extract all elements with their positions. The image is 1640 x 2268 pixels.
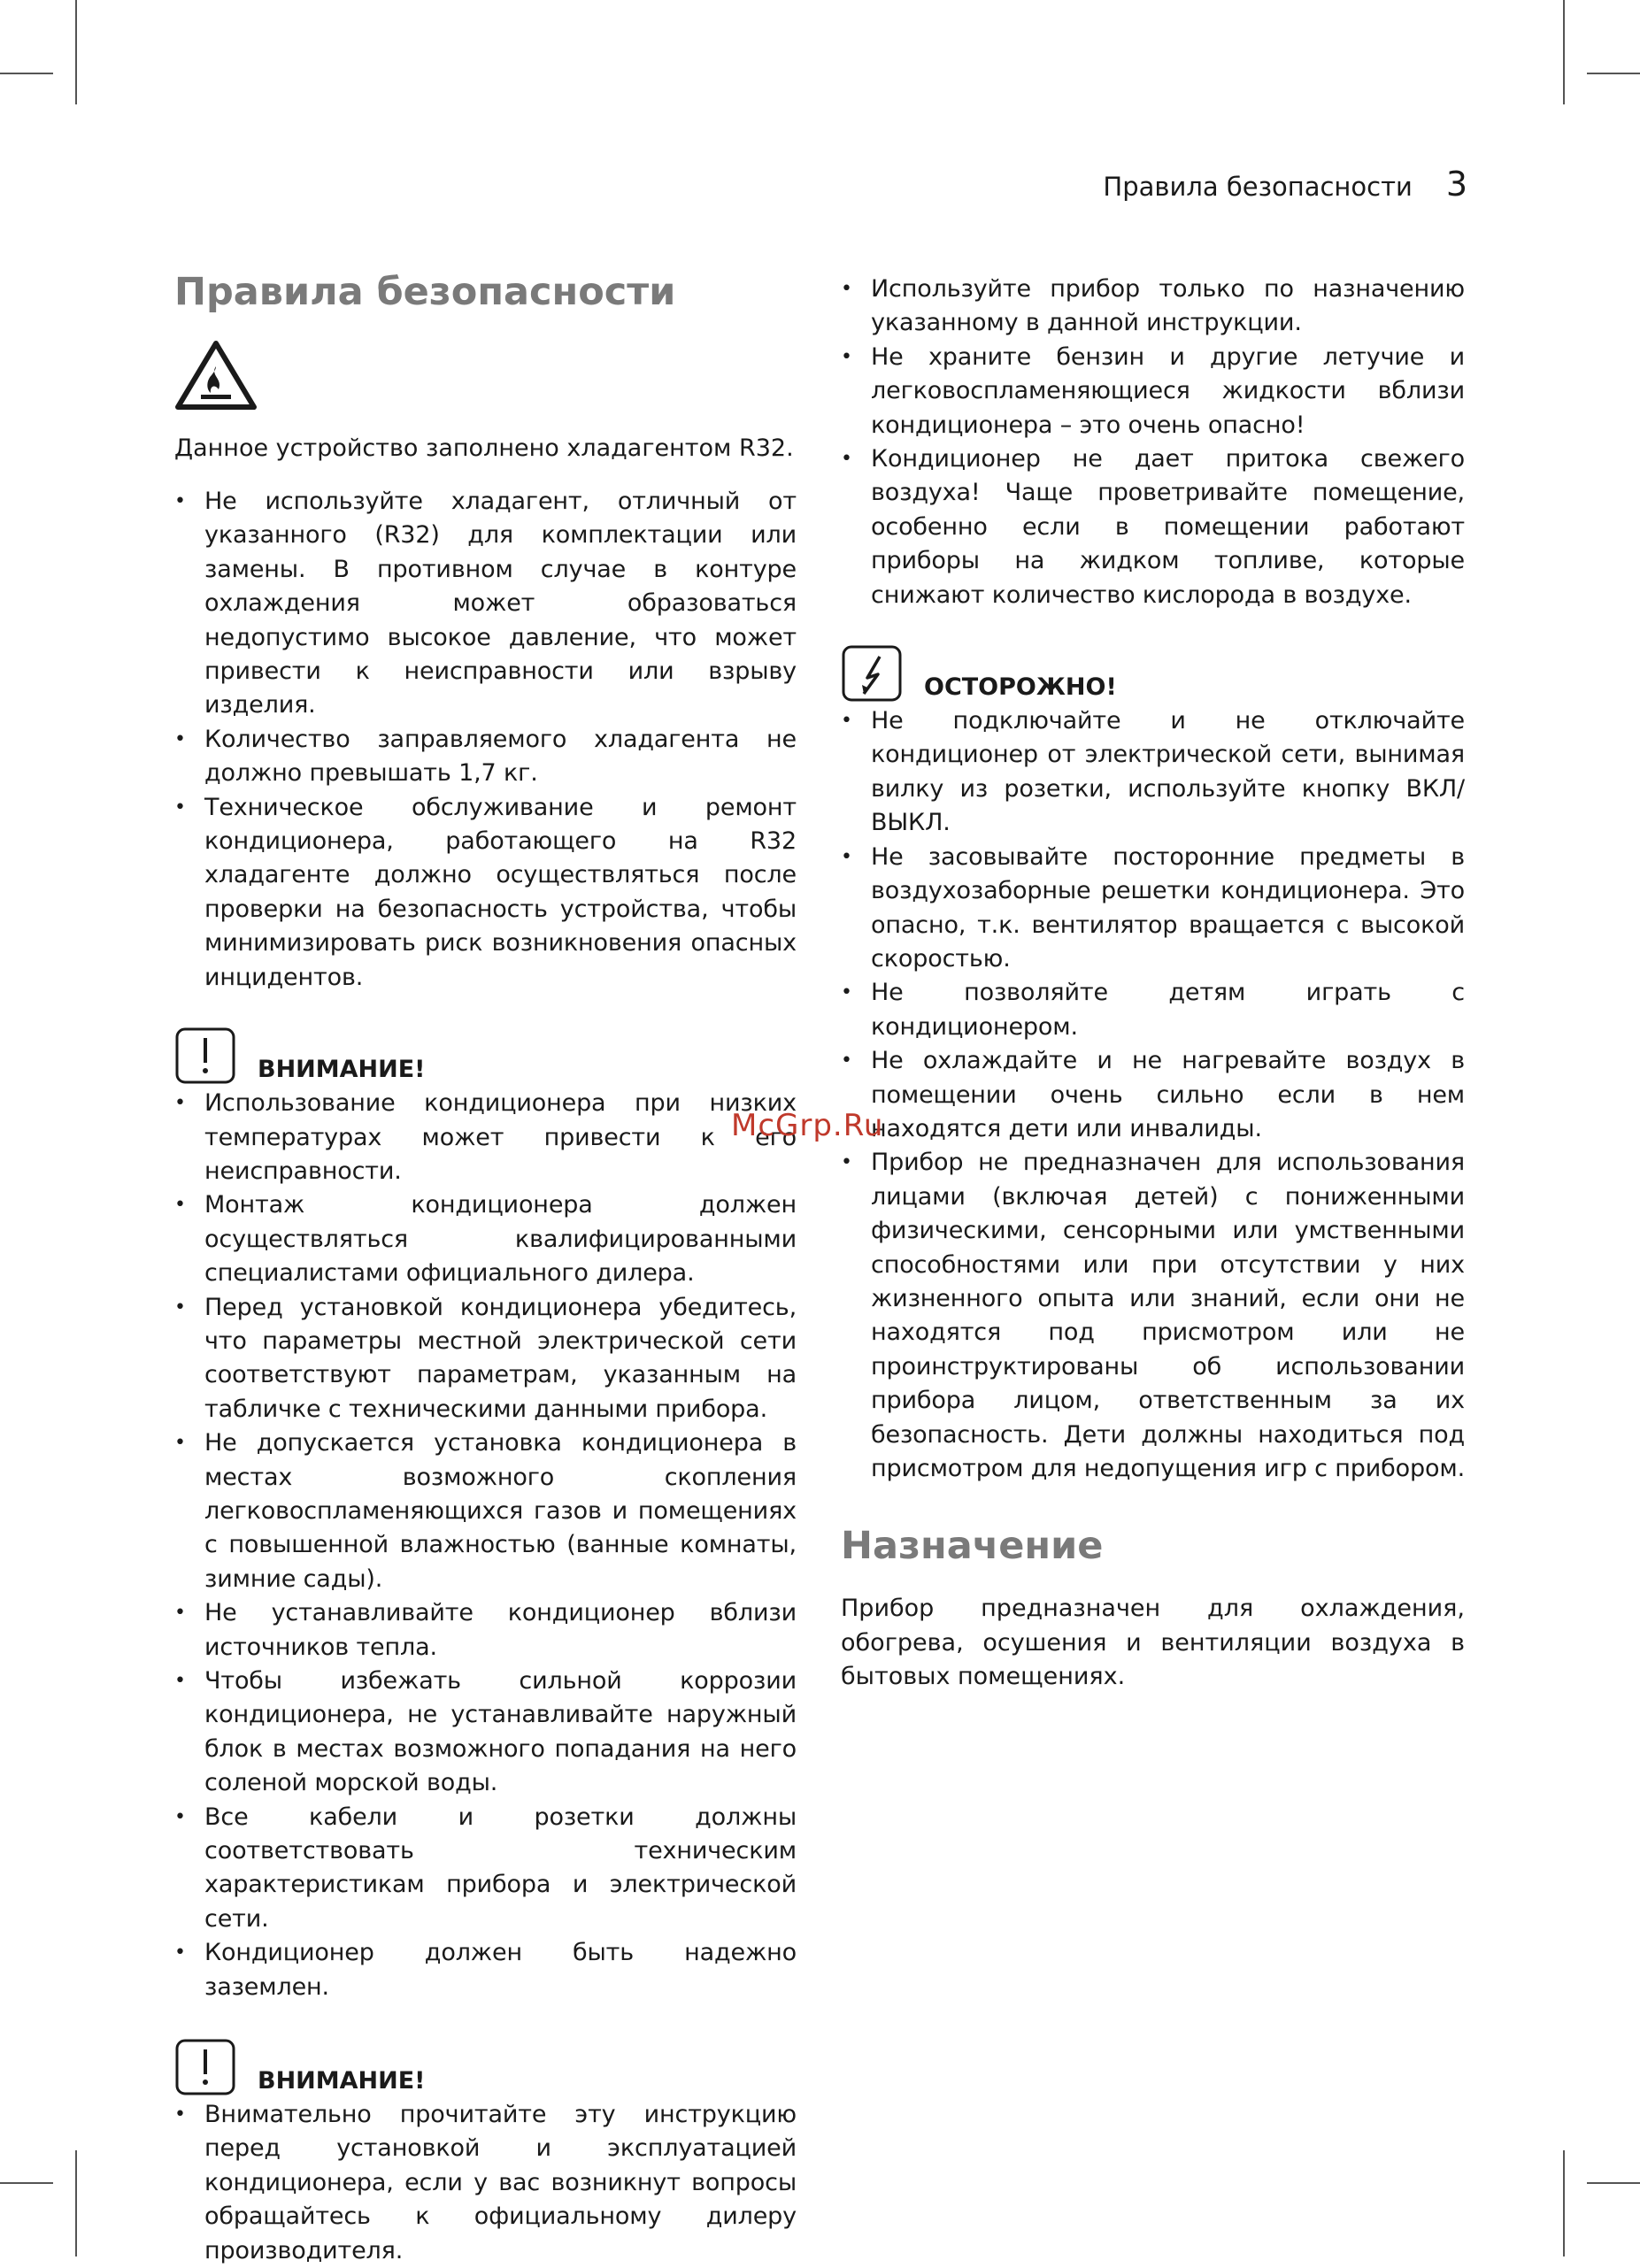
list-item: • Не засовывайте посторонние предметы в воздухозаборные решетки кондиционера. Это опасно, т.к. вентилятор вращается с высокой скоростью. [841, 841, 1465, 977]
crop-mark [75, 2150, 77, 2256]
list-item: • Используйте прибор только по назначению указанному в данной инструкции. [841, 273, 1465, 341]
list-item: • Внимательно прочитайте эту инструкцию перед установкой и эксплуатацией кондиционера, если у вас возникнут вопросы обращайтесь к официальному дилеру производителя. [174, 2098, 797, 2268]
list-item: • Монтаж кондиционера должен осуществляться квалифицированными специалистами официального дилера. [174, 1188, 797, 1290]
list-item: • Техническое обслуживание и ремонт кондиционера, работающего на R32 хладагенте должно осуществляться после проверки на безопасность устройства, чтобы минимизировать риск возникновения опасных инцидентов. [174, 791, 797, 995]
page-number: 3 [1445, 165, 1467, 204]
running-header [1103, 165, 1467, 204]
list-item: • Перед установкой кондиционера убедитесь, что параметры местной электрической сети соответствуют параметрам, указанным на табличке с техническими данными прибора. [174, 1291, 797, 1427]
attention-title: ВНИМАНИЕ! [258, 1056, 426, 1084]
crop-mark [1587, 2182, 1640, 2184]
attention-list-2 [174, 2098, 797, 2268]
exclamation-icon [174, 1026, 236, 1085]
caution-title: ОСТОРОЖНО! [924, 673, 1117, 702]
list-item: • Не позволяйте детям играть с кондиционером. [841, 976, 1465, 1044]
crop-mark [1587, 73, 1640, 74]
list-item: • Кондиционер должен быть надежно заземлен. [174, 1936, 797, 2004]
crop-mark [0, 2182, 53, 2184]
list-item: • Не используйте хладагент, отличный от указанного (R32) для комплектации или замены. В противном случае в контуре охлаждения может образоваться недопустимо высокое давление, что может привести к неисправности или взрыву изделия. [174, 485, 797, 723]
list-item: • Все кабели и розетки должны соответствовать техническим характеристикам прибора и электрической сети. [174, 1801, 797, 1937]
list-item: • Кондиционер не дает притока свежего воздуха! Чаще проветривайте помещение, особенно если в помещении работают приборы на жидком топливе, которые снижают количество кислорода в воздухе. [841, 442, 1465, 612]
flammable-warning-icon [174, 340, 797, 414]
list-item: • Прибор не предназначен для использования лицами (включая детей) с пониженными физическими, сенсорными или умственными способностями или при отсутствии у них жизненного опыта или знаний, если они не находятся под присмотром или не проинструктированы об использовании прибора лицом, ответственным за их безопасность. Дети должны находиться под присмотром для недопущения игр с прибором. [841, 1146, 1465, 1486]
caution-heading [841, 644, 1465, 703]
purpose-text: Прибор предназначен для охлаждения, обогрева, осушения и вентиляции воздуха в бытовых помещениях. [841, 1595, 1465, 1691]
watermark-text: McGrp.Ru [731, 1108, 884, 1143]
running-header-title: Правила безопасности [1103, 172, 1413, 202]
list-item: • Использование кондиционера при низких температурах может привести к его неисправности. [174, 1087, 797, 1188]
exclamation-icon [174, 2038, 236, 2096]
refrigerant-intro: Данное устройство заполнено хладагентом R32. [174, 434, 794, 462]
list-item: • Не устанавливайте кондиционер вблизи источников тепла. [174, 1596, 797, 1664]
crop-mark [75, 0, 77, 104]
caution-list [841, 704, 1465, 1486]
electric-shock-icon [841, 644, 903, 703]
section-title-safety: Правила безопасности [174, 270, 676, 314]
crop-mark [0, 73, 53, 74]
section-title-purpose: Назначение [841, 1524, 1104, 1569]
list-item: • Не допускается установка кондиционера в местах возможного скопления легковоспламеняющихся газов и помещениях с повышенной влажностью (ванные комнаты, зимние сады). [174, 1426, 797, 1596]
list-item: • Не охлаждайте и не нагревайте воздух в помещении очень сильно если в нем находятся дети или инвалиды. [841, 1044, 1465, 1146]
crop-mark [1563, 0, 1565, 104]
list-item: • Количество заправляемого хладагента не должно превышать 1,7 кг. [174, 723, 797, 791]
list-item: • Чтобы избежать сильной коррозии кондиционера, не устанавливайте наружный блок в местах возможного попадания на него соленой морской воды. [174, 1664, 797, 1801]
refrigerant-list [174, 485, 797, 995]
right-column [841, 273, 1465, 1695]
left-column [174, 265, 797, 2268]
list-item: • Не храните бензин и другие летучие и легковоспламеняющиеся жидкости вблизи кондиционера – это очень опасно! [841, 341, 1465, 442]
attention-title: ВНИМАНИЕ! [258, 2067, 426, 2095]
attention-heading-2 [174, 2038, 797, 2096]
list-item: • Не подключайте и не отключайте кондиционер от электрической сети, вынимая вилку из розетки, используйте кнопку ВКЛ/ВЫКЛ. [841, 704, 1465, 841]
crop-mark [1563, 2150, 1565, 2256]
attention-list [174, 1087, 797, 2004]
attention-heading [174, 1026, 797, 1085]
usage-list [841, 273, 1465, 612]
